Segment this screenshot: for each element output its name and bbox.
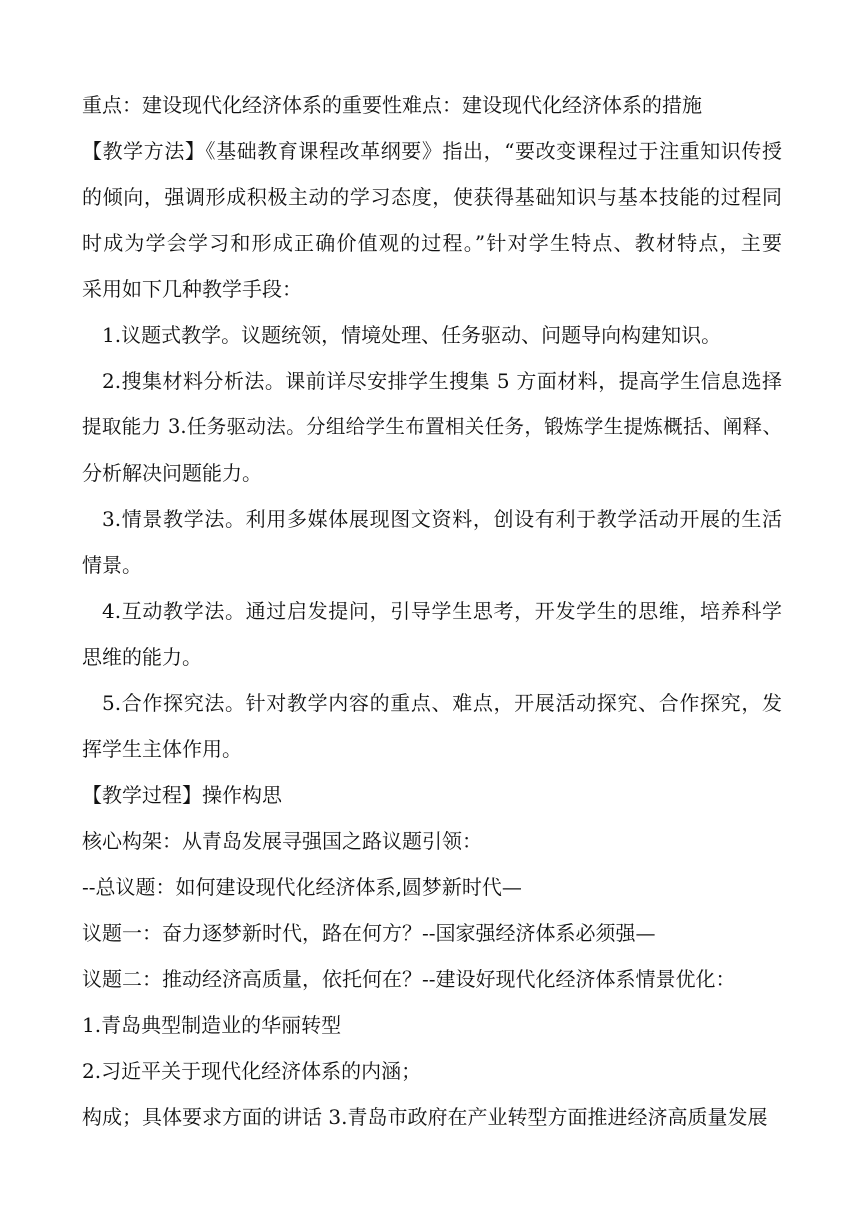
main-topic-line: --总议题：如何建设现代化经济体系,圆梦新时代— [82,875,522,899]
paragraph-line: 思维的能力。 [82,645,202,669]
topic-two-line: 议题二：推动经济高质量，依托何在？--建设好现代化经济体系情景优化： [82,967,736,991]
document-page [82,82,782,1140]
method-item-3: 3.情景教学法。利用多媒体展现图文资料，创设有利于教学活动开展的生活 [102,507,782,531]
paragraph-line: 时成为学会学习和形成正确价值观的过程。”针对学生特点、教材特点，主要 [82,231,782,255]
key-points-line: 重点：建设现代化经济体系的重要性难点：建设现代化经济体系的措施 [82,93,702,117]
scenario-item-3: 构成；具体要求方面的讲话 3.青岛市政府在产业转型方面推进经济高质量发展 [82,1105,768,1129]
paragraph-line: 分析解决问题能力。 [82,461,262,485]
paragraph-line: 挥学生主体作用。 [82,737,242,761]
method-item-4: 4.互动教学法。通过启发提问，引导学生思考，开发学生的思维，培养科学 [102,599,782,623]
paragraph-line: 的倾向，强调形成积极主动的学习态度，使获得基础知识与基本技能的过程同 [82,185,782,209]
method-item-5: 5.合作探究法。针对教学内容的重点、难点，开展活动探究、合作探究，发 [102,691,782,715]
paragraph-line: 情景。 [82,553,142,577]
core-framework-line: 核心构架：从青岛发展寻强国之路议题引领： [82,829,482,853]
method-item-2: 2.搜集材料分析法。课前详尽安排学生搜集 5 方面材料，提高学生信息选择 [102,369,782,393]
method-item-1: 1.议题式教学。议题统领，情境处理、任务驱动、问题导向构建知识。 [102,323,722,347]
topic-one-line: 议题一：奋力逐梦新时代，路在何方？--国家强经济体系必须强— [82,921,656,945]
paragraph-line: 提取能力 3.任务驱动法。分组给学生布置相关任务，锻炼学生提炼概括、阐释、 [82,415,782,438]
paragraph-line: 采用如下几种教学手段： [82,277,302,301]
teaching-method-line: 【教学方法】《基础教育课程改革纲要》指出，“要改变课程过于注重知识传授 [82,139,782,163]
scenario-item-1: 1.青岛典型制造业的华丽转型 [82,1013,342,1037]
scenario-item-2: 2.习近平关于现代化经济体系的内涵； [82,1059,422,1083]
teaching-process-heading: 【教学过程】操作构思 [82,783,282,807]
